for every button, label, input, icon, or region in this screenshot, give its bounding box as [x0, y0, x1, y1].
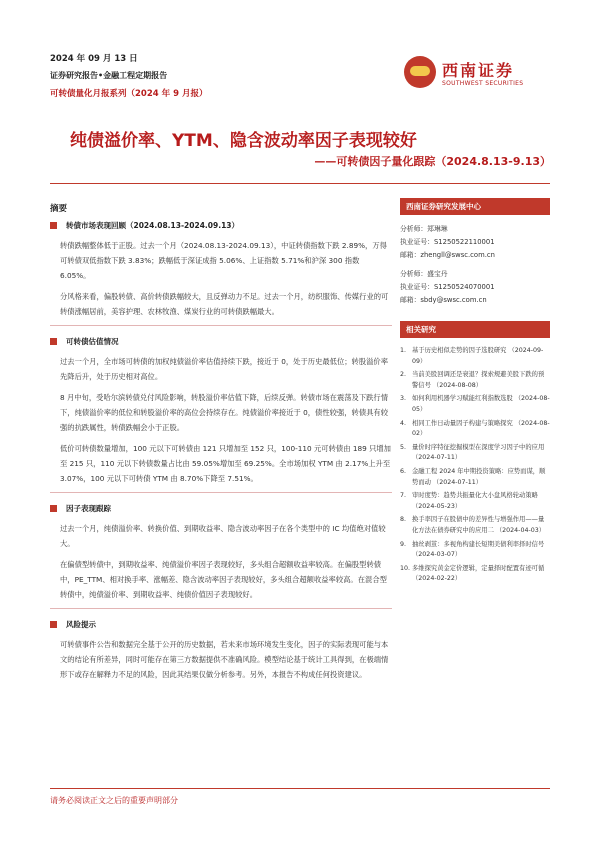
- related-item[interactable]: 5. 量价时序特征挖掘模型在深度学习因子中的应用 （2024-07-11）: [400, 443, 545, 462]
- analyst-cert: 执业证号：S1250524070001: [400, 283, 495, 291]
- bullet-icon: [50, 621, 57, 628]
- section-divider: [50, 325, 392, 326]
- bullet-icon: [50, 222, 57, 229]
- section-heading: 可转债估值情况: [66, 336, 119, 346]
- analyst-email[interactable]: 邮箱：sbdy@swsc.com.cn: [400, 296, 487, 304]
- section-heading: 因子表现跟踪: [66, 503, 111, 513]
- section-risk: [50, 617, 392, 682]
- research-center-title: 西南证券研究发展中心: [400, 198, 550, 215]
- report-title: 纯债溢价率、YTM、隐含波动率因子表现较好: [70, 131, 417, 151]
- related-item[interactable]: 2. 当前美股回调还是衰退？探索规避美股下跌的预警信号 （2024-08-08）: [400, 371, 545, 389]
- analyst-name: 分析师：郑琳琳: [400, 225, 448, 233]
- section-divider: [50, 492, 392, 493]
- footer-disclaimer: 请务必阅读正文之后的重要声明部分: [50, 796, 178, 805]
- paragraph: 转债跌幅整体低于正股。过去一个月（2024.08.13-2024.09.13），中证转债指数下跌 2.89%，万得可转债双低指数下跌 3.83%；跌幅低于深证成指 5.06%、上证指数 5.71%和沪深 300 指数 6.05%。: [60, 241, 387, 280]
- section-heading: 风险提示: [66, 619, 96, 629]
- related-research-list: [400, 346, 550, 585]
- paragraph: 可转债事件公告和数据完全基于公开的历史数据，若未来市场环境发生变化，因子的实际表现可能与本文的结论有所差异，同时可能存在第三方数据提供不准确风险。模型结论基于统计工具得到，在极端情形下或存在解释力不足的风险，因此其结果仅做分析参考。另外，本报告不构成任何投资建议。: [60, 640, 389, 679]
- section-market-review: [50, 218, 392, 319]
- report-category: 证券研究报告•金融工程定期报告: [50, 71, 168, 80]
- report-subtitle: ——可转债因子量化跟踪（2024.8.13-9.13）: [314, 155, 551, 168]
- analyst-info: [400, 223, 550, 307]
- logo-name-en: SOUTHWEST SECURITIES: [442, 80, 524, 87]
- paragraph: 过去一个月，全市场可转债的加权纯债溢价率估值持续下跌，接近于 0，处于历史最低位；转股溢价率先降后升，处于历史相对高位。: [60, 357, 389, 381]
- related-item[interactable]: 6. 金融工程 2024 年中期投资策略：应势而谋，顺势而动 （2024-07-11）: [400, 467, 546, 486]
- analyst-email[interactable]: 邮箱：zhengll@swsc.com.cn: [400, 251, 495, 259]
- section-valuation: [50, 334, 392, 486]
- company-logo: [404, 56, 554, 96]
- sidebar: [400, 198, 550, 588]
- section-divider: [50, 608, 392, 609]
- analyst-name: 分析师：盛宝丹: [400, 270, 448, 278]
- report-date: 2024 年 09 月 13 日: [50, 54, 138, 64]
- paragraph: 分风格来看，偏股转债、高价转债跌幅较大，且反弹动力不足。过去一个月，纺织服饰、传媒行业的可转债涨幅居前，美容护理、农林牧渔、煤炭行业的可转债跌幅最大。: [60, 292, 389, 316]
- bullet-icon: [50, 338, 57, 345]
- related-item[interactable]: 8. 换手率因子在股债中的差异性与增强作用——量化方法在债券研究中的应用二 （2024-04-03）: [400, 516, 546, 534]
- related-item[interactable]: 7. 审时度势：趋势共振量化大小盘风格轮动策略 （2024-05-23）: [400, 492, 538, 510]
- abstract-label: 摘要: [50, 204, 68, 214]
- related-item[interactable]: 1. 基于历史相似走势的因子选股研究 （2024-09-09）: [400, 347, 544, 365]
- related-item[interactable]: 9. 抽丝剥茧：多视角构建长短期美债利率择时信号 （2024-03-07）: [400, 540, 545, 559]
- logo-swirl-icon: [410, 66, 430, 76]
- related-item[interactable]: 4. 相同工作日动量因子构建与策略探究 （2024-08-02）: [400, 419, 550, 438]
- related-research-title: 相关研究: [400, 321, 550, 338]
- paragraph: 低价可转债数量增加，100 元以下可转债由 121 只增加至 152 只，100-110 元可转债由 189 只增加至 215 只，110 元以下转债数量占比由 59.05%增加至 69.25%。全市场加权 YTM 由 2.17%上升至 3.07%，100 元以下可转债 YTM 由 8.70%下降至 7.51%。: [60, 444, 391, 483]
- abstract-body: [50, 218, 392, 688]
- paragraph: 8 月中旬，受哈尔滨转债兑付风险影响，转股溢价率估值下降，后续反弹。转债市场在震荡及下跌行情下，纯债溢价率的低位和转股溢价率的高位会持续存在。纯债溢价率接近于 0，债性较强，转债具有较强的抗跌属性，转债跌幅会小于正股。: [60, 393, 389, 432]
- paragraph: 过去一个月，纯债溢价率、转换价值、到期收益率、隐含波动率因子在各个类型中的 IC 均值绝对值较大。: [60, 524, 386, 548]
- related-item[interactable]: 3. 如何利用机器学习赋能红利指数选股 （2024-08-05）: [400, 395, 550, 413]
- footer-divider: [50, 788, 550, 789]
- section-factor-tracking: [50, 501, 392, 602]
- bullet-icon: [50, 505, 57, 512]
- analyst-cert: 执业证号：S1250522110001: [400, 238, 495, 246]
- logo-name-cn: 西南证券: [442, 61, 515, 80]
- related-item[interactable]: 10. 多维探究黄金定价逻辑，定量择时配置有迹可循 （2024-02-22）: [400, 564, 545, 583]
- section-heading: 转债市场表现回顾（2024.08.13-2024.09.13）: [66, 220, 240, 230]
- title-divider: [50, 183, 550, 184]
- report-series: 可转债量化月报系列（2024 年 9 月报）: [50, 89, 208, 99]
- paragraph: 在偏债型转债中，到期收益率、纯债溢价率因子表现较好，多头组合超额收益率较高。在偏股型转债中，PE_TTM、相对换手率、涨幅差、隐含波动率因子表现较好，多头组合超额收益率较高。在混合型转债中，纯债溢价率、到期收益率、纯债价值因子表现较好。: [60, 560, 387, 599]
